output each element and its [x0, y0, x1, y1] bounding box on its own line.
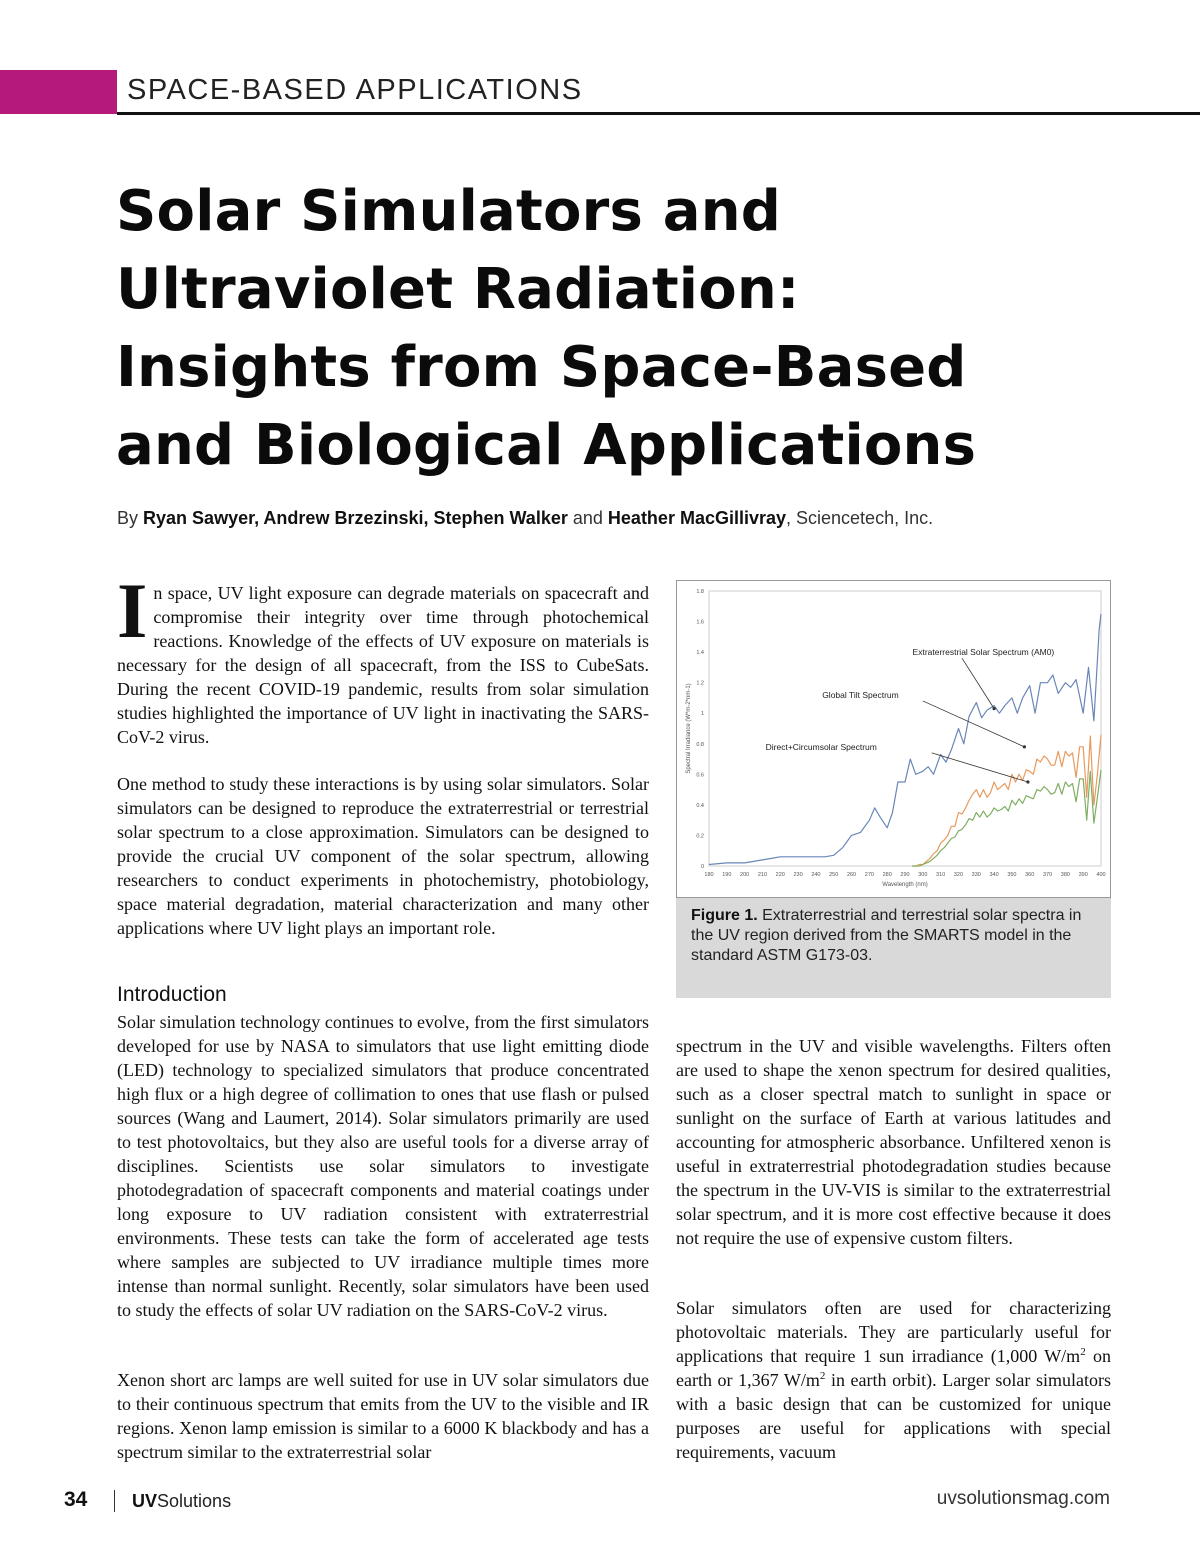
x-tick-label: 270	[864, 872, 874, 878]
x-tick-label: 380	[1060, 872, 1070, 878]
byline-affiliation: , Sciencetech, Inc.	[786, 508, 934, 528]
figure-caption-text: Extraterrestrial and terrestrial solar spectra in the UV region derived from the SMARTS model in the standard ASTM G173-03.	[691, 907, 1082, 964]
x-tick-label: 210	[757, 872, 768, 878]
annotation-label: Direct+Circumsolar Spectrum	[765, 741, 877, 752]
figure-1-chart	[676, 580, 1111, 898]
byline-and: and	[572, 508, 603, 528]
series-line-direct	[912, 770, 1101, 866]
x-tick-label: 300	[918, 872, 928, 878]
title-line: and Biological Applications	[116, 413, 977, 478]
spectrum-chart-svg	[677, 581, 1110, 897]
annotation-label: Global Tilt Spectrum	[822, 689, 899, 700]
x-tick-label: 220	[775, 872, 785, 878]
x-tick-label: 390	[1078, 872, 1088, 878]
body-paragraph-4: Xenon short arc lamps are well suited for use in UV solar simulators due to their continuous spectrum that emits from the UV to the visible and IR regions. Xenon lamp emission is similar to a 6000 K blackbody and has a spectrum similar to the extraterrestrial solar	[117, 1370, 649, 1462]
y-tick-label: 0.6	[696, 772, 704, 779]
x-tick-label: 400	[1096, 872, 1106, 878]
title-line: Insights from Space-Based	[116, 335, 967, 400]
byline-by: By	[117, 508, 139, 528]
y-tick-label: 0.8	[696, 741, 704, 748]
x-axis-label: Wavelength (nm)	[882, 882, 928, 888]
article-title	[116, 173, 1116, 485]
x-tick-label: 360	[1025, 872, 1035, 878]
y-tick-label: 1.2	[696, 680, 704, 687]
y-axis-label: Spectral Irradiance (W*m-2*nm-1)	[686, 683, 692, 774]
x-tick-label: 290	[900, 872, 910, 878]
drop-cap: I	[117, 567, 148, 654]
y-tick-label: 0.4	[696, 802, 704, 809]
section-rule	[117, 112, 1200, 115]
x-tick-label: 320	[953, 872, 964, 878]
section-color-bar	[0, 70, 117, 114]
page-number: 34	[64, 1488, 88, 1511]
right-paragraph-2: Solar simulators often are used for characterizing photovoltaic materials. They are particularly useful for applications that require 1 sun irradiance (1,000 $W/m^2$ on earth or 1,367 $W/m^2$ in earth orbit). Larger solar simulators with a basic design that can be customized for unique purposes are useful for applications with special requirements, vacuum	[676, 1298, 1111, 1462]
x-tick-label: 370	[1042, 872, 1053, 878]
x-tick-label: 240	[811, 872, 821, 878]
intro-column	[117, 567, 649, 749]
publication-name: UVSolutions	[132, 1491, 232, 1511]
x-tick-label: 330	[971, 872, 981, 878]
x-tick-label: 230	[793, 872, 803, 878]
y-tick-label: 0	[700, 864, 704, 870]
x-tick-label: 260	[846, 872, 857, 878]
title-line: Ultraviolet Radiation:	[116, 257, 800, 322]
x-tick-label: 180	[704, 872, 714, 878]
heading-introduction: Introduction	[117, 983, 227, 1006]
footer-url: uvsolutionsmag.com	[936, 1488, 1110, 1509]
plot-area	[709, 591, 1101, 866]
x-tick-label: 200	[740, 872, 750, 878]
annotation-label: Extraterrestrial Solar Spectrum (AM0)	[912, 647, 1055, 658]
annotation-pointer	[962, 658, 994, 708]
byline-last-author: Heather MacGillivray	[607, 508, 787, 528]
x-tick-label: 250	[829, 872, 839, 878]
title-line: Solar Simulators and	[116, 179, 782, 244]
figure-caption	[676, 898, 1111, 998]
y-tick-label: 1.6	[696, 619, 704, 626]
annotation-pointer-head	[992, 707, 995, 710]
annotation-pointer	[932, 753, 1028, 782]
body-paragraph-3: Solar simulation technology continues to evolve, from the first simulators developed for use by NASA to simulators that use light emitting diode (LED) technology to specialized simulators that produce concentrated high flux or a high degree of collimation to ones that use flash or pulsed sources (Wang and Laumert, 2014). Solar simulators primarily are used to test photovoltaics, but they also are useful tools for a diverse array of disciplines. Scientists use solar simulators to investigate photodegradation of spacecraft components and material coatings under long exposure to UV radiation consistent with extraterrestrial environments. These tests can take the form of accelerated age tests where samples are subjected to UV irradiance multiple times more intense than normal sunlight. Recently, solar simulators have been used to study the effects of solar UV radiation on the SARS-CoV-2 virus.	[117, 1012, 649, 1320]
figure-label: Figure 1.	[691, 907, 758, 924]
y-tick-label: 0.2	[696, 833, 704, 840]
annotation-pointer-head	[1026, 780, 1029, 783]
y-tick-label: 1	[700, 711, 704, 718]
right-paragraph-1: spectrum in the UV and visible wavelengths. Filters often are used to shape the xenon spectrum for desired qualities, such as a closer spectral match to sunlight in space or sunlight on the surface of Earth at various latitudes and accounting for atmospheric absorbance. Unfiltered xenon is useful in extraterrestrial photodegradation studies because the spectrum in the UV-VIS is similar to the extraterrestrial solar spectrum, and it is more cost effective because it does not require the use of expensive custom filters.	[676, 1036, 1111, 1248]
x-tick-label: 340	[989, 872, 999, 878]
byline-authors: Ryan Sawyer, Andrew Brzezinski, Stephen Walker	[143, 508, 568, 528]
intro-paragraph-2: One method to study these interactions is by using solar simulators. Solar simulators can be designed to reproduce the extraterrestrial or terrestrial solar spectrum to a close approximation. Simulators can be designed to provide the crucial UV component of the solar spectrum, allowing researchers to conduct experiments in photochemistry, photobiology, space material degradation, material characterization and many other applications where UV light plays an important role.	[117, 774, 649, 938]
x-tick-label: 280	[882, 872, 892, 878]
x-tick-label: 350	[1007, 872, 1017, 878]
footer-separator	[114, 1490, 115, 1512]
x-tick-label: 310	[936, 872, 946, 878]
intro-paragraph-1: In space, UV light exposure can degrade materials on spacecraft and compromise their integrity over time through photochemical reactions. Knowledge of the effects of UV exposure on materials is necessary for the design of all spacecraft, from the ISS to CubeSats. During the recent COVID-19 pandemic, results from solar simulation studies highlighted the importance of UV light in inactivating the SARS-CoV-2 virus.	[117, 567, 649, 747]
byline	[117, 508, 933, 529]
annotation-pointer-head	[1023, 745, 1026, 748]
section-label: SPACE-BASED APPLICATIONS	[127, 74, 583, 106]
x-tick-label: 190	[722, 872, 732, 878]
y-tick-label: 1.8	[696, 589, 704, 595]
y-tick-label: 1.4	[696, 650, 704, 657]
